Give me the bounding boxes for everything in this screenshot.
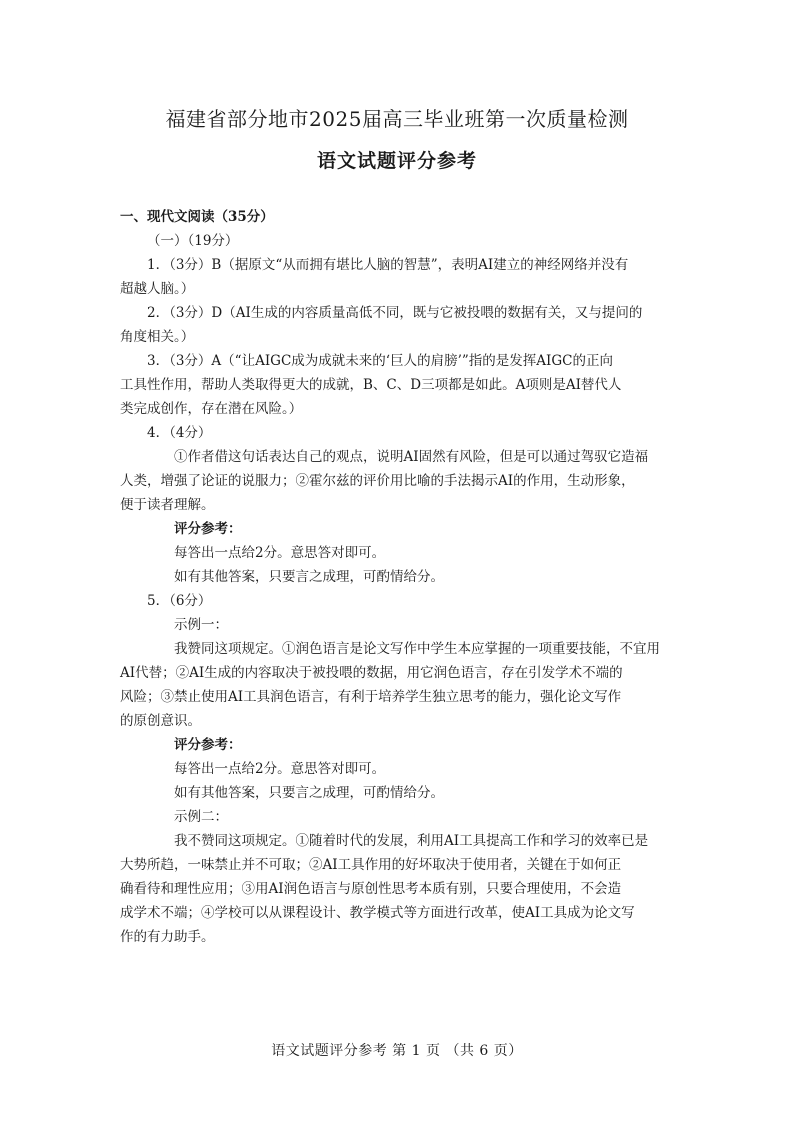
scoring-rule: 每答出一点给2分。意思答对即可。: [174, 761, 386, 777]
example-line: 风险；③禁止使用AI工具润色语言，有利于培养学生独立思考的能力，强化论文写作: [120, 689, 622, 705]
answer-q3-line3: 类完成创作，存在潜在风险。）: [120, 401, 303, 417]
example-heading: 示例一：: [174, 617, 228, 633]
example-line: 作的有力助手。: [120, 929, 215, 945]
answer-q3-line2: 工具性作用，帮助人类取得更大的成就，B、C、D三项都是如此。A项则是AI替代人: [120, 377, 622, 393]
answer-q4-line2: 人类，增强了论证的说服力；②霍尔兹的评价用比喻的手法揭示AI的作用，生动形象，: [120, 473, 635, 489]
answer-q1-line2: 超越人脑。）: [120, 281, 195, 297]
example-line: 我不赞同这项规定。①随着时代的发展，利用AI工具提高工作和学习的效率已是: [174, 833, 649, 849]
example-line: 我赞同这项规定。①润色语言是论文写作中学生本应掌握的一项重要技能，不宜用: [174, 641, 660, 657]
scoring-rule: 如有其他答案，只要言之成理，可酌情给分。: [174, 785, 444, 801]
document-subtitle: 语文试题评分参考: [316, 150, 477, 172]
example-line: 大势所趋，一味禁止并不可取；②AI工具作用的好坏取决于使用者，关键在于如何正: [120, 857, 622, 873]
scoring-rule: 每答出一点给2分。意思答对即可。: [174, 545, 386, 561]
answer-q1-line1: 1．（3分）B（据原文“从而拥有堪比人脑的智慧”，表明AI建立的神经网络并没有: [147, 257, 629, 273]
answer-q3-line1: 3．（3分）A（“让AIGC成为成就未来的‘巨人的肩膀’”指的是发挥AIGC的正向: [147, 353, 613, 369]
scoring-heading: 评分参考：: [174, 737, 242, 753]
section-heading: 一、现代文阅读（35分）: [120, 209, 274, 225]
answer-q5-heading: 5．（6分）: [147, 593, 212, 609]
example-line: AI代替；②AI生成的内容取决于被投喂的数据，用它润色语言，存在引发学术不端的: [120, 665, 623, 681]
scoring-rule: 如有其他答案，只要言之成理，可酌情给分。: [174, 569, 444, 585]
example-line: 成学术不端；④学校可以从课程设计、教学模式等方面进行改革，使AI工具成为论文写: [120, 905, 635, 921]
answer-q2-line2: 角度相关。）: [120, 329, 195, 345]
answer-q2-line1: 2．（3分）D（AI生成的内容质量高低不同，既与它被投喂的数据有关，又与提问的: [147, 305, 643, 321]
scoring-heading: 评分参考：: [174, 521, 242, 537]
document-body: [120, 205, 675, 949]
answer-q4-line1: ①作者借这句话表达自己的观点，说明AI固然有风险，但是可以通过驾驭它造福: [174, 449, 649, 465]
answer-q4-heading: 4．（4分）: [147, 425, 212, 441]
answer-q4-line3: 便于读者理解。: [120, 497, 215, 513]
example-heading: 示例二：: [174, 809, 228, 825]
part-heading: （一）（19分）: [147, 233, 239, 249]
document-title: 福建省部分地市2025届高三毕业班第一次质量检测: [165, 107, 629, 131]
example-line: 的原创意识。: [120, 713, 201, 729]
example-line: 确看待和理性应用；③用AI润色语言与原创性思考本质有别，只要合理使用，不会造: [120, 881, 622, 897]
page-footer: 语文试题评分参考 第 1 页 （共 6 页）: [271, 1043, 523, 1059]
